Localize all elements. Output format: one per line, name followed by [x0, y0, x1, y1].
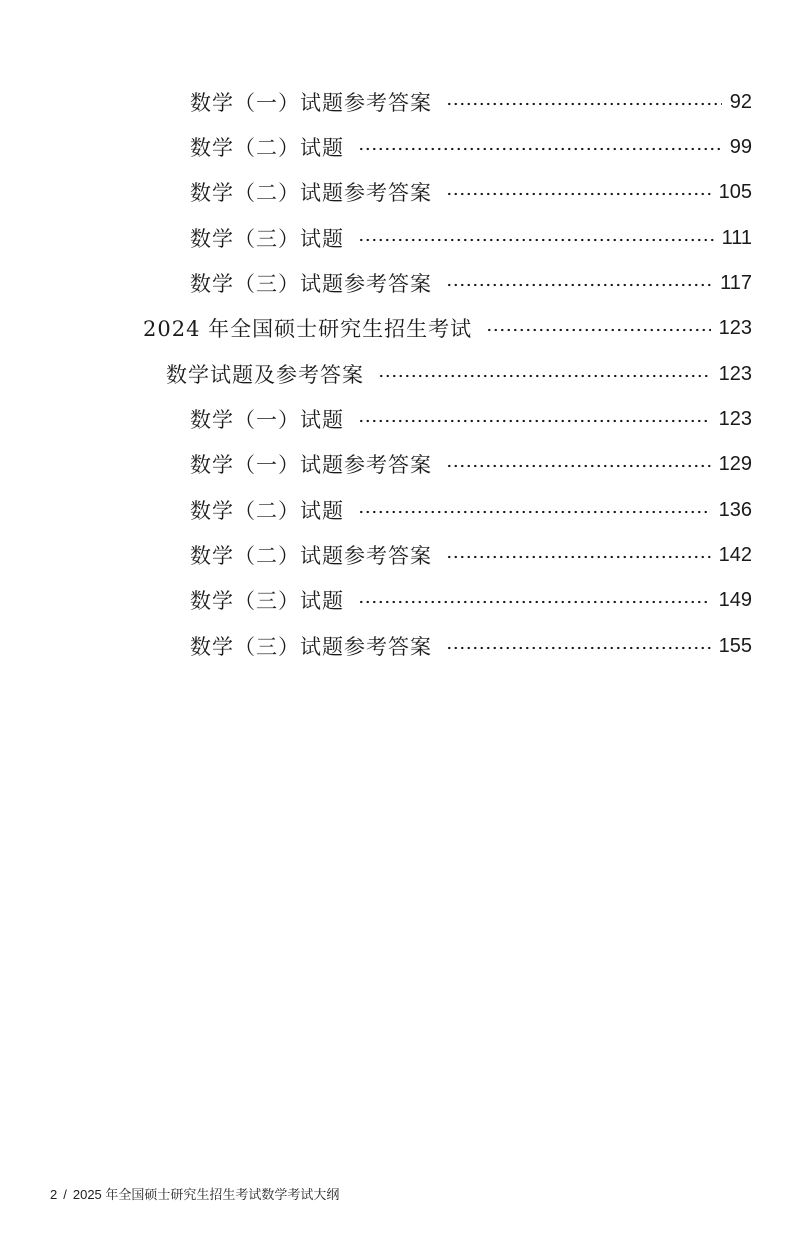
dot-leader [358, 147, 722, 151]
toc-entry[interactable] [190, 82, 752, 122]
toc-entry-page: 105 [718, 180, 752, 203]
toc-entry-page: 123 [718, 316, 752, 339]
dot-leader [378, 374, 711, 378]
toc-entry-title: 数学（二）试题 [190, 136, 344, 160]
toc-section-subheading[interactable] [166, 354, 752, 394]
toc-entry-page: 129 [718, 452, 752, 475]
toc-entry-title: 数学（三）试题 [190, 227, 344, 251]
toc-entry-page: 123 [718, 362, 752, 385]
toc-entry[interactable] [190, 172, 752, 212]
dot-leader [446, 646, 711, 650]
toc-entry-page: 117 [720, 271, 752, 294]
dot-leader [446, 192, 711, 196]
toc-entry[interactable] [190, 263, 752, 303]
toc-entry-title: 数学（二）试题参考答案 [190, 544, 432, 568]
dot-leader [446, 555, 711, 559]
toc-entry-page: 92 [729, 90, 752, 113]
toc-entry-page: 155 [718, 634, 752, 657]
footer-book-title: 2025 年全国硕士研究生招生考试数学考试大纲 [72, 1187, 340, 1202]
dot-leader [358, 238, 714, 242]
dot-leader [358, 510, 711, 514]
toc-entry-title: 数学（二）试题参考答案 [190, 181, 432, 205]
toc-entry-title: 数学（三）试题 [190, 589, 344, 613]
toc-entry-page: 136 [718, 498, 752, 521]
toc-entry-title: 数学（一）试题参考答案 [190, 91, 432, 115]
footer-page-number: 2 [50, 1187, 58, 1202]
dot-leader [446, 464, 711, 468]
toc-entry-page: 99 [729, 135, 752, 158]
dot-leader [358, 600, 711, 604]
toc-entry[interactable] [190, 218, 752, 258]
dot-leader [486, 328, 711, 332]
toc-entry-title: 数学试题及参考答案 [166, 363, 364, 387]
dot-leader [358, 419, 711, 423]
dot-leader [446, 283, 712, 287]
toc-entry-title: 数学（三）试题参考答案 [190, 635, 432, 659]
toc-entry[interactable] [190, 626, 752, 666]
page-footer [50, 1184, 339, 1203]
toc-entry-page: 149 [718, 588, 752, 611]
toc-section-heading[interactable] [143, 308, 752, 348]
toc-entry-page: 111 [721, 226, 752, 249]
toc-entry[interactable] [190, 490, 752, 530]
toc-entry-title: 数学（一）试题参考答案 [190, 453, 432, 477]
toc-entry-title: 数学（三）试题参考答案 [190, 272, 432, 296]
toc-entry[interactable] [190, 127, 752, 167]
toc-entry-title: 2024 年全国硕士研究生招生考试 [143, 317, 473, 341]
toc-entry[interactable] [190, 399, 752, 439]
footer-separator: / [63, 1187, 67, 1202]
toc-entry-title: 数学（二）试题 [190, 499, 344, 523]
toc-entry-page: 123 [718, 407, 752, 430]
dot-leader [446, 102, 722, 106]
toc-entry-title: 数学（一）试题 [190, 408, 344, 432]
toc-entry[interactable] [190, 444, 752, 484]
toc-entry[interactable] [190, 535, 752, 575]
toc-entry[interactable] [190, 580, 752, 620]
toc-entry-page: 142 [718, 543, 752, 566]
